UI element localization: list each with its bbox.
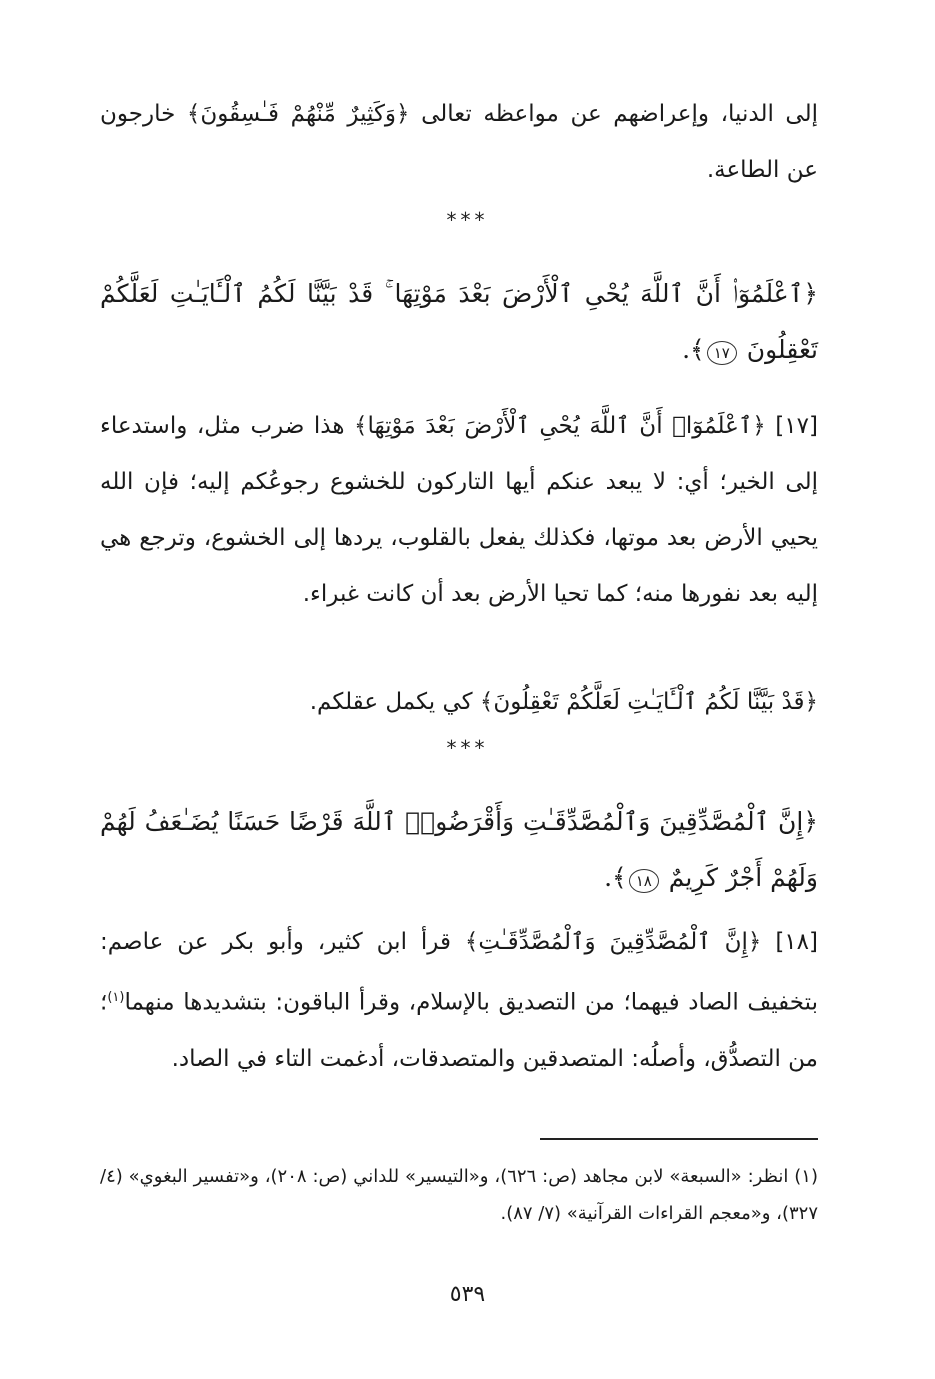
commentary-17 bbox=[100, 398, 818, 622]
commentary-18-text-end: ؛ من التصدُّق، وأصلُه: المتصدقين والمتصدقات، أدغمت التاء في الصاد. bbox=[100, 989, 818, 1072]
section-separator-1: *** bbox=[446, 208, 489, 232]
paragraph-intro bbox=[100, 86, 818, 198]
commentary-18-text: [١٨] ﴿إِنَّ ٱلْمُصَّدِّقِينَ وَٱلْمُصَّدِّقَـٰتِ﴾ قرأ ابن كثير، وأبو بكر عن عاصم: بتخفيف الصاد فيهما؛ من التصديق بالإسلام، وقرأ الباقون: بتشديدها منهما bbox=[100, 929, 818, 1016]
page-number: ٥٣٩ bbox=[449, 1282, 486, 1307]
intro-text: إلى الدنيا، وإعراضهم عن مواعظه تعالى ﴿وَكَثِيرٌ مِّنْهُمْ فَـٰسِقُونَ﴾ خارجون عن الطاعة. bbox=[100, 101, 818, 183]
footnote-text: (١) انظر: «السبعة» لابن مجاهد (ص: ٦٢٦)، و«التيسير» للداني (ص: ٢٠٨)، و«تفسير البغوي» (٤/ ٣٢٧)، و«معجم القراءات القرآنية» (٧/ ٨٧). bbox=[100, 1166, 818, 1224]
footnote-divider bbox=[540, 1138, 818, 1140]
ayah-number-18: ١٨ bbox=[629, 869, 659, 893]
verse-17-end: ﴾. bbox=[682, 335, 705, 364]
commentary-18 bbox=[100, 914, 818, 1087]
verse-17-text: ﴿ٱعْلَمُوٓا۟ أَنَّ ٱللَّهَ يُحْىِ ٱلْأَرْضَ بَعْدَ مَوْتِهَا ۚ قَدْ بَيَّنَّا لَكُمُ ٱلْـَٔايَـٰتِ لَعَلَّكُمْ تَعْقِلُونَ bbox=[100, 279, 818, 364]
verse-18 bbox=[100, 794, 818, 906]
verse-17 bbox=[100, 266, 818, 378]
verse-18-end: ﴾. bbox=[604, 863, 627, 892]
footnote-reference: (١) bbox=[107, 990, 125, 1005]
verse-18-text: ﴿إِنَّ ٱلْمُصَّدِّقِينَ وَٱلْمُصَّدِّقَـٰتِ وَأَقْرَضُوا۟ ٱللَّهَ قَرْضًا حَسَنًا يُضَـٰعَفُ لَهُمْ وَلَهُمْ أَجْرٌ كَرِيمٌ bbox=[100, 807, 818, 892]
commentary-17b-text: ﴿قَدْ بَيَّنَّا لَكُمُ ٱلْـَٔايَـٰتِ لَعَلَّكُمْ تَعْقِلُونَ﴾ كي يكمل عقلكم. bbox=[309, 689, 818, 715]
ayah-number-17: ١٧ bbox=[707, 341, 737, 365]
footnote bbox=[100, 1158, 818, 1232]
section-separator-2: *** bbox=[446, 736, 489, 760]
commentary-17-text: [١٧] ﴿ٱعْلَمُوٓا۟ أَنَّ ٱللَّهَ يُحْىِ ٱلْأَرْضَ بَعْدَ مَوْتِهَا﴾ هذا ضرب مثل، واستدعاء إلى الخير؛ أي: لا يبعد عنكم أيها التاركون للخشوع رجوعُكم إليه؛ فإن الله يحيي الأرض بعد موتها، فكذلك يفعل بالقلوب، يردها إلى الخشوع، وترجع هي إليه بعد نفورها منه؛ كما تحيا الأرض بعد أن كانت غبراء. bbox=[100, 413, 818, 607]
commentary-17-b bbox=[100, 674, 818, 730]
